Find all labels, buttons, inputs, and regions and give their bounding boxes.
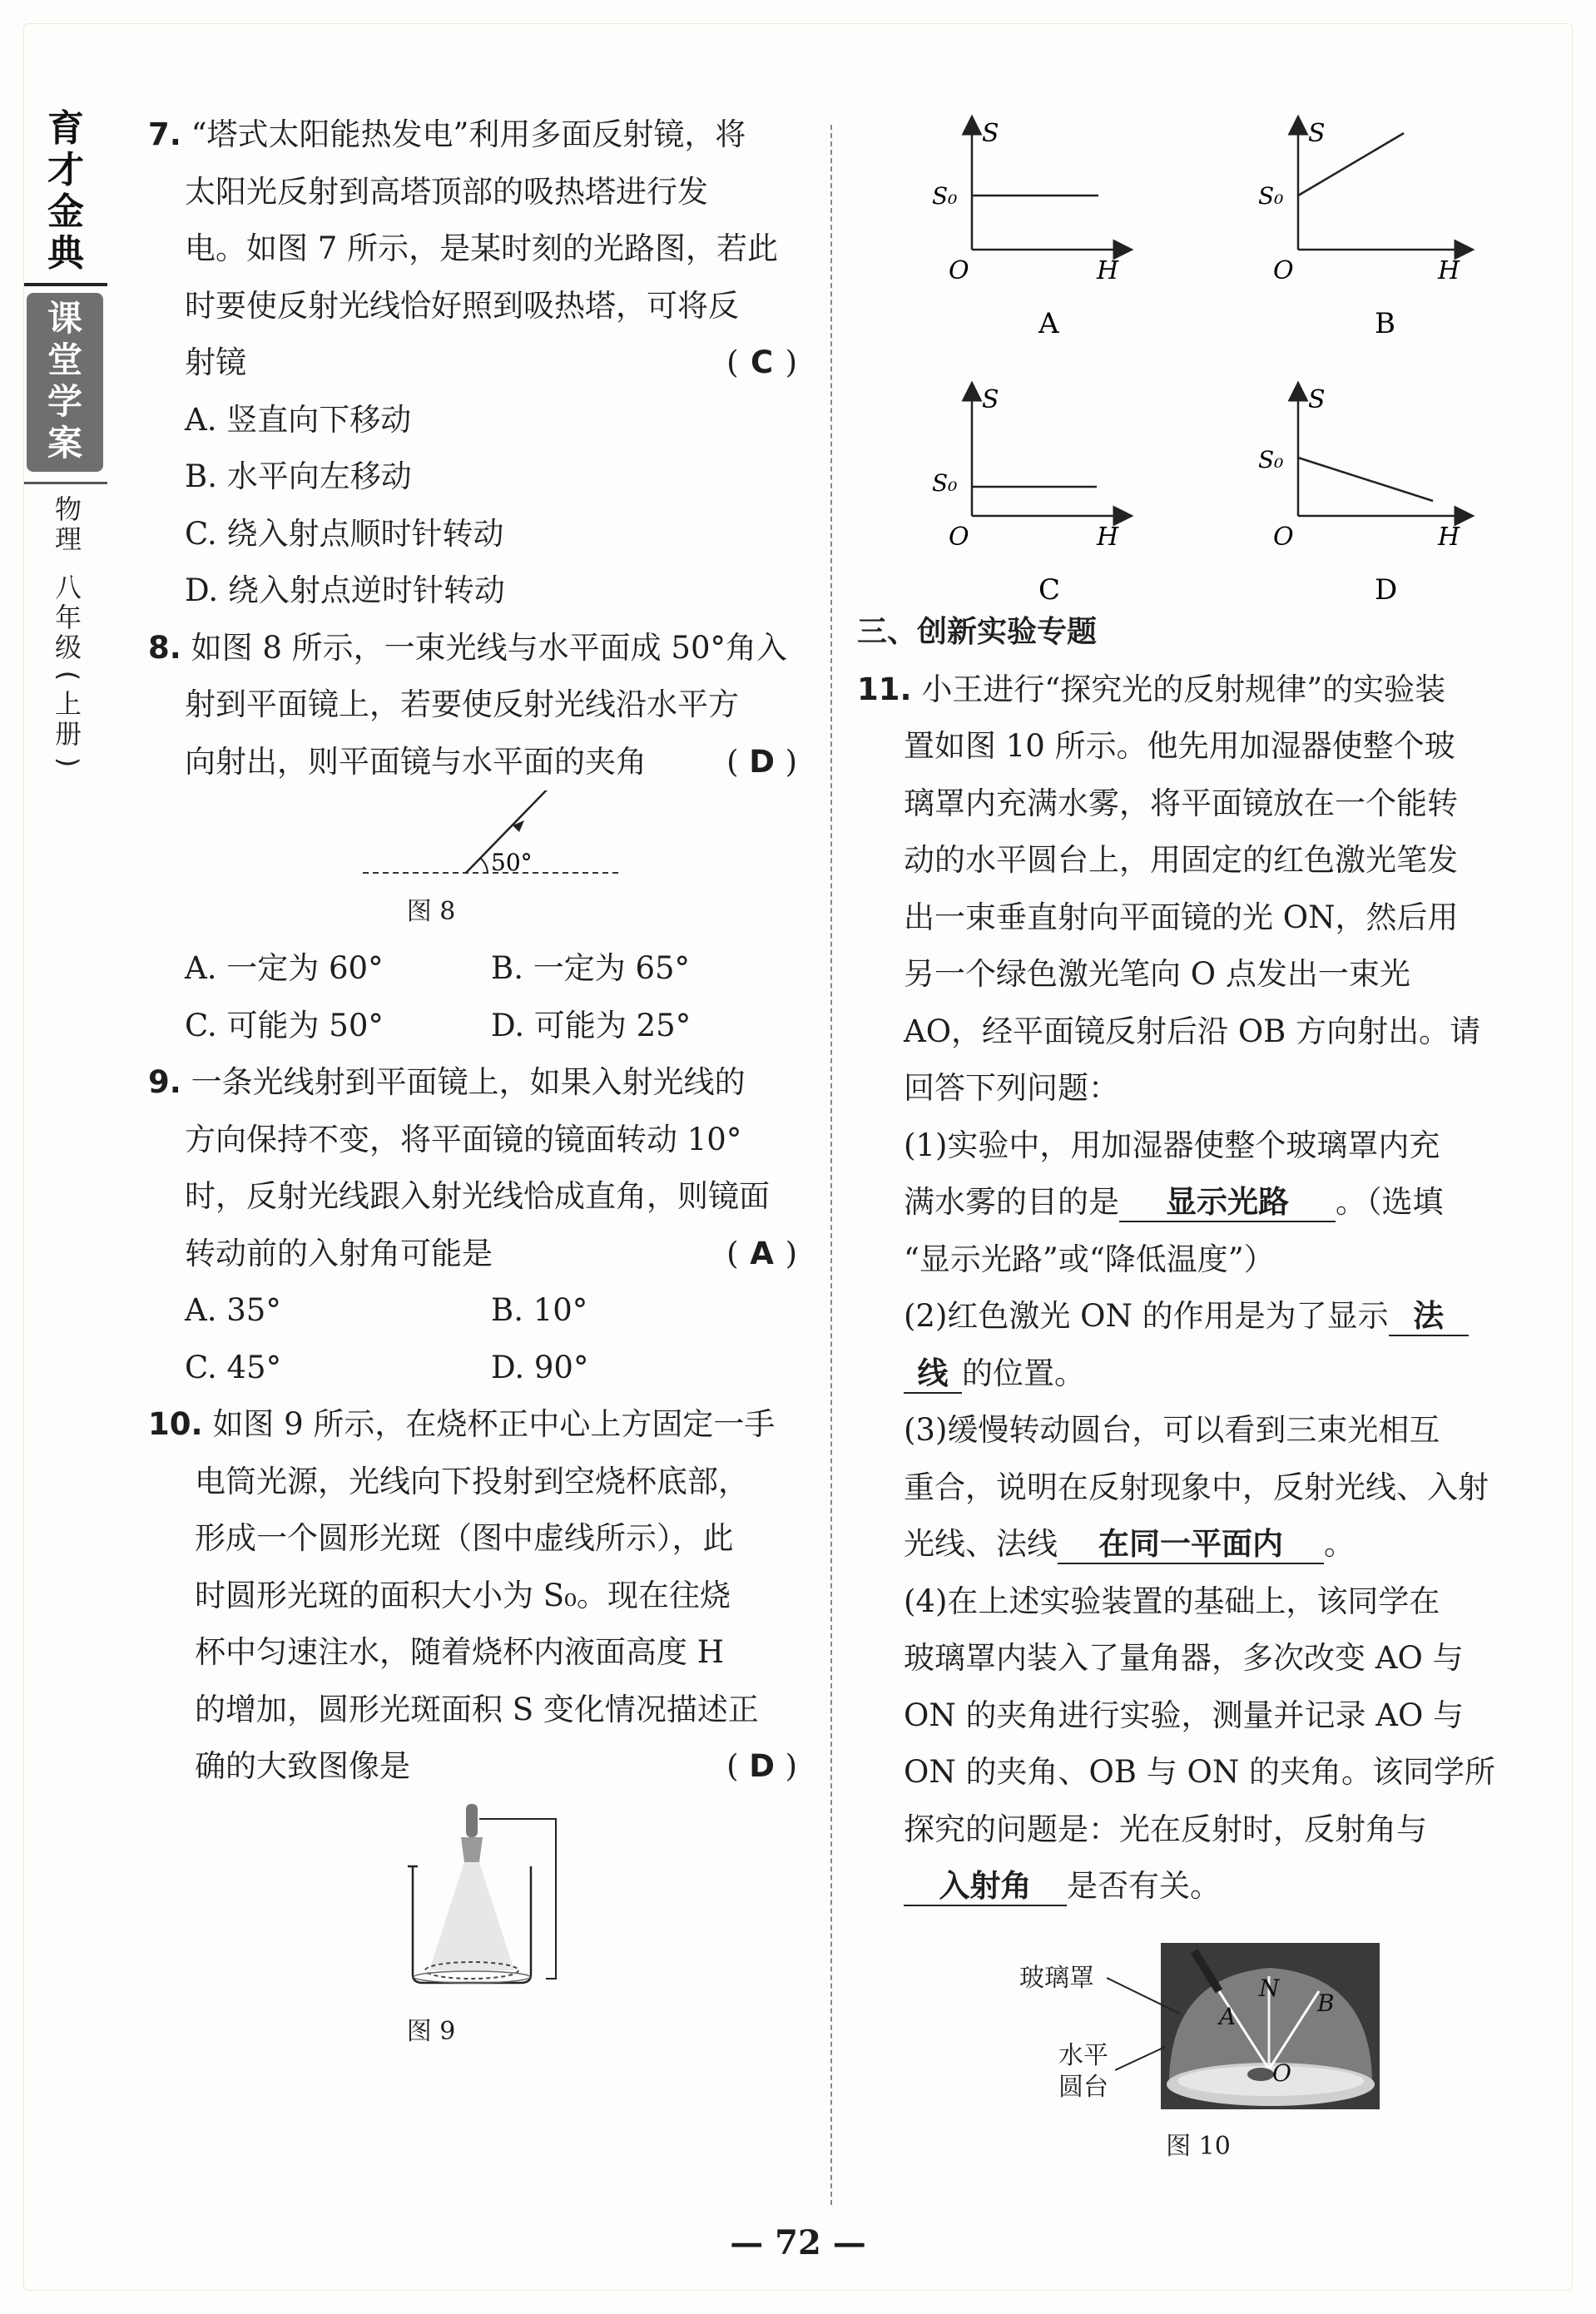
figure-9: [148, 1804, 797, 1995]
svg-text:O: O: [1272, 2059, 1291, 2087]
brand-title: 育 才 金 典: [47, 107, 84, 275]
angle-label: 50°: [491, 849, 533, 876]
svg-text:H: H: [1438, 256, 1460, 285]
svg-text:S: S: [1308, 385, 1326, 414]
svg-text:S₀: S₀: [1258, 182, 1284, 210]
left-column: [148, 107, 797, 2047]
answer-10: D: [749, 1748, 775, 1784]
svg-text:O: O: [1273, 523, 1294, 552]
graph-d: [1258, 385, 1465, 607]
section-heading: 三、创新实验专题: [857, 615, 1098, 649]
figure-8: [148, 790, 797, 890]
option: B. 10°: [491, 1292, 588, 1328]
svg-text:B: B: [1317, 1989, 1335, 2017]
svg-text:S₀: S₀: [932, 469, 958, 497]
option: C. 45°: [185, 1349, 282, 1385]
section-tab: 课 堂 学 案: [27, 293, 103, 472]
svg-text:S₀: S₀: [1258, 446, 1284, 473]
right-column: [857, 604, 1514, 1915]
option: A. 竖直向下移动: [185, 401, 412, 438]
option: B. 水平向左移动: [185, 458, 412, 494]
option: B. 一定为 65°: [491, 950, 691, 986]
question-8: 8. 如图 8 所示，一束光线与水平面成 50°角入 射到平面镜上，若要使反射光线沿水平方 向射出，则平面镜与水平面的夹角 ( D ) 50° 图 8 A. 一定为 60° B. 一定为 65° C. 可能为 50° D. 可能为 25°: [148, 620, 797, 1055]
page-number: — 72 —: [730, 2223, 866, 2262]
grade-label: 八 年 级 ( 上 册 ): [52, 572, 84, 768]
graph-b: [1258, 119, 1465, 340]
column-divider: [830, 125, 832, 2205]
graph-label: A: [1038, 307, 1059, 340]
graph-label: D: [1375, 573, 1398, 607]
option: A. 一定为 60°: [185, 950, 384, 986]
s0-label: S₀: [932, 182, 958, 210]
fill-blank-2a: 法: [1389, 1298, 1469, 1336]
option: C. 可能为 50°: [185, 1007, 384, 1043]
question-10: 10. 如图 9 所示，在烧杯正中心上方固定一手 电筒光源，光线向下投射到空烧杯底部， 形成一个圆形光斑（图中虚线所示），此 时圆形光斑的面积大小为 S₀。现在往烧 杯中匀速注水，随着烧杯内液面高度 H 的增加，圆形光斑面积 S 变化情况描述正 确的大致图像是 ( D ) 图 9: [148, 1406, 797, 2046]
origin: O: [949, 256, 969, 285]
axis-y: S: [982, 119, 999, 148]
svg-text:S: S: [982, 385, 999, 414]
svg-text:O: O: [949, 523, 969, 552]
option: D. 90°: [491, 1349, 589, 1385]
svg-text:A: A: [1219, 2003, 1237, 2030]
option: D. 绕入射点逆时针转动: [185, 572, 505, 608]
fill-blank-3: 在同一平面内: [1058, 1526, 1324, 1564]
option: D. 可能为 25°: [491, 1007, 691, 1043]
graph-set: [857, 108, 1573, 607]
subject-label: 物 理: [54, 493, 82, 555]
graph-label: C: [1038, 573, 1061, 607]
svg-text:H: H: [1438, 523, 1460, 552]
svg-text:H: H: [1097, 523, 1119, 552]
svg-text:O: O: [1273, 256, 1294, 285]
graph-label: B: [1375, 307, 1395, 340]
turntable-label: 水平 圆台: [1058, 2041, 1108, 2102]
fill-blank-1: 显示光路: [1119, 1184, 1336, 1222]
answer-9: A: [750, 1235, 774, 1271]
side-tab: [22, 108, 110, 775]
option: C. 绕入射点顺时针转动: [185, 515, 504, 552]
answer-8: D: [749, 743, 775, 780]
question-11: 11. 小王进行“探究光的反射规律”的实验装 置如图 10 所示。他先用加湿器使整个玻 璃罩内充满水雾，将平面镜放在一个能转 动的水平圆台上，用固定的红色激光笔发 出一束垂直射向平面镜的光 ON，然后用 另一个绿色激光笔向 O 点发出一束光 AO，经平面镜反射后沿 OB 方向射出。请 回答下列问题： (1)实验中，用加湿器使整个玻璃罩内充 满水雾的目的是 显示光路 。（选填 “显示光路”或“降低温度”） (2)红色激光 ON 的作用是为了显示 法 线 的位置。 (3)缓慢转动圆台，可以看到三束光相互 重合，说明在反射现象中，反射光线、入射 光线、法线 在同一平面内 。 (4)在上述实验装置的基础上，该同学在 玻璃罩内装入了量角器，多次改变 AO 与 ON 的夹角进行实验，测量并记录 AO 与 ON 的夹角、OB 与 ON 的夹角。该同学所 探究的问题是：光在反射时，反射角与 入射角 是否有关。: [857, 661, 1514, 1915]
svg-text:N: N: [1259, 1975, 1280, 2002]
option: A. 35°: [185, 1292, 281, 1328]
glass-cover-label: 玻璃罩: [1019, 1964, 1094, 1993]
question-9: 9. 一条光线射到平面镜上，如果入射光线的 方向保持不变，将平面镜的镜面转动 10° 时，反射光线跟入射光线恰成直角，则镜面 转动前的入射角可能是 ( A ) A. 35° B. 10° C. 45° D. 90°: [148, 1054, 797, 1396]
svg-text:S: S: [1308, 119, 1326, 148]
axis-x: H: [1097, 256, 1119, 285]
figure-8-caption: 图 8: [406, 897, 456, 926]
fill-blank-4: 入射角: [904, 1868, 1067, 1906]
figure-10-photo: [1161, 1943, 1380, 2109]
graph-c: [932, 385, 1123, 607]
figure-9-caption: 图 9: [406, 2016, 456, 2046]
figure-10-caption: 图 10: [1166, 2132, 1231, 2161]
answer-7: C: [750, 344, 774, 380]
graph-a: [932, 119, 1123, 340]
fill-blank-2b: 线: [904, 1355, 962, 1394]
question-7: 7. “塔式太阳能热发电”利用多面反射镜，将 太阳光反射到高塔顶部的吸热塔进行发 电。如图 7 所示，是某时刻的光路图，若此 时要使反射光线恰好照到吸热塔，可将反 射镜 ( C ) A. 竖直向下移动 B. 水平向左移动 C. 绕入射点顺时针转动 D. 绕入射点逆时针转动: [148, 107, 797, 620]
